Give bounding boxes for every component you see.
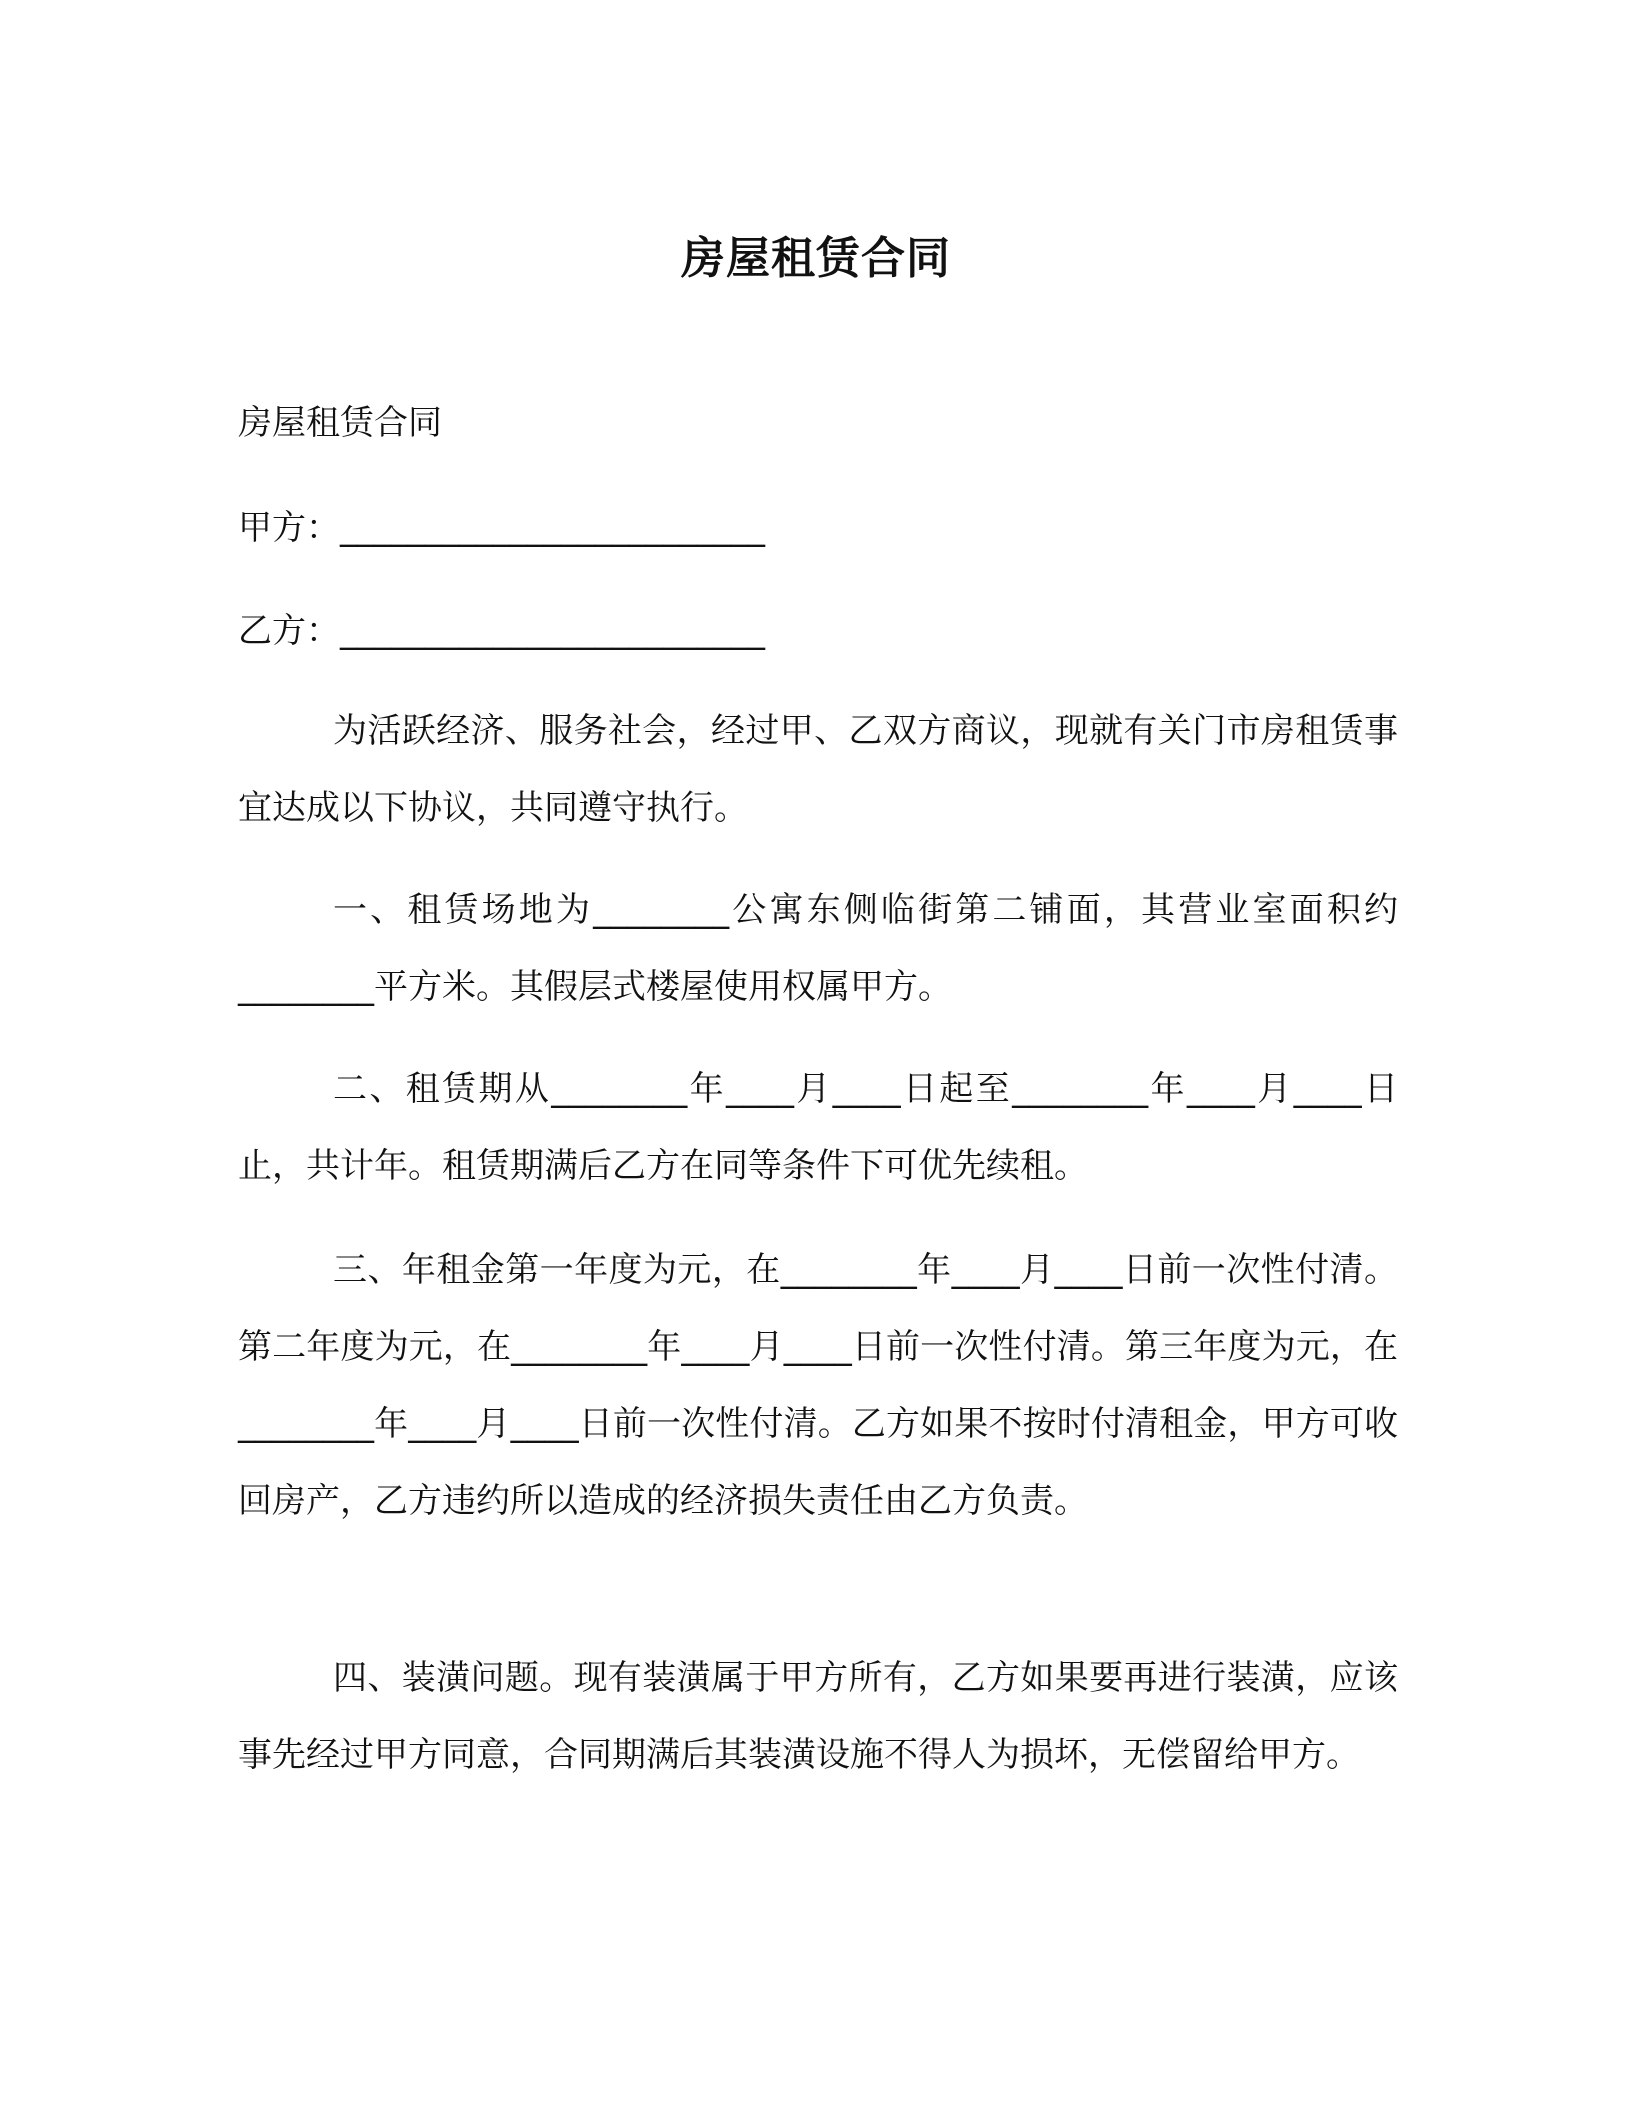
paragraph-clause-1: 一、租赁场地为________公寓东侧临街第二铺面，其营业室面积约________平方米。其假层式楼屋使用权属甲方。 (238, 890, 1398, 1007)
document-subtitle: 房屋租赁合同 (238, 403, 442, 443)
paragraph-intro: 为活跃经济、服务社会，经过甲、乙双方商议，现就有关门市房租赁事宜达成以下协议，共同遵守执行。 (238, 711, 1398, 828)
paragraph-clause-4: 四、装潢问题。现有装潢属于甲方所有，乙方如果要再进行装潢，应该事先经过甲方同意，合同期满后其装潢设施不得人为损坏，无偿留给甲方。 (238, 1658, 1398, 1775)
party-b-line: 乙方：_________________________ (238, 611, 765, 651)
paragraph-clause-2: 二、租赁期从________年____月____日起至________年____月____日止，共计年。租赁期满后乙方在同等条件下可优先续租。 (238, 1069, 1398, 1186)
document-title: 房屋租赁合同 (681, 233, 951, 284)
party-a-line: 甲方：_________________________ (238, 508, 765, 548)
paragraph-clause-3: 三、年租金第一年度为元，在________年____月____日前一次性付清。第二年度为元，在________年____月____日前一次性付清。第三年度为元，在________年____月____日前一次性付清。乙方如果不按时付清租金，甲方可收回房产，乙方违约所以造成的经济损失责任由乙方负责。 (238, 1250, 1398, 1521)
